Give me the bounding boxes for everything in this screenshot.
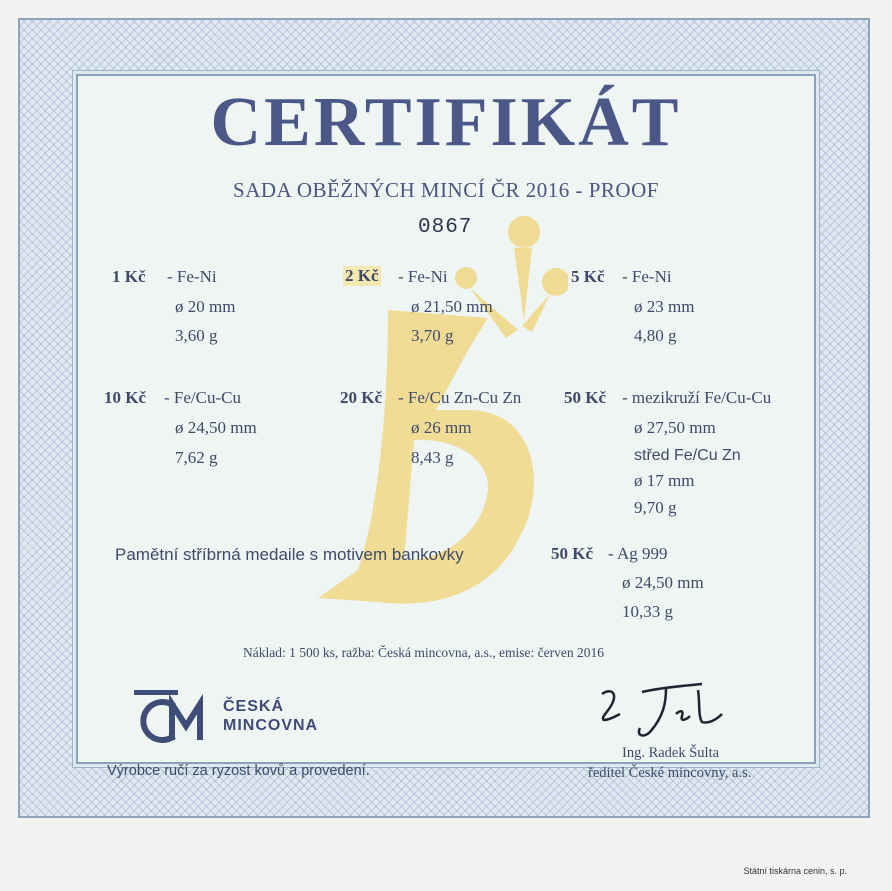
coin-50-weight: 9,70 g <box>634 498 677 517</box>
coin-10-denomination: 10 Kč <box>104 388 147 407</box>
coin-50-center-label: střed Fe/Cu Zn <box>634 447 741 464</box>
coin-1-diameter: ø 20 mm <box>175 297 236 316</box>
medal-denomination: 50 Kč <box>551 544 594 563</box>
coin-50-diameter: ø 27,50 mm <box>634 418 716 437</box>
coin-20-metal: - Fe/Cu Zn-Cu Zn <box>398 388 522 407</box>
coin-2-diameter: ø 21,50 mm <box>411 297 493 316</box>
coin-5-diameter: ø 23 mm <box>634 297 695 316</box>
signatory-name: Ing. Radek Šulta <box>622 745 720 761</box>
logo-wordmark <box>223 697 318 735</box>
serial-number: 0867 <box>418 216 473 239</box>
coin-2-metal: - Fe-Ni <box>398 267 448 286</box>
coin-2-weight: 3,70 g <box>411 326 454 345</box>
coin-1-metal: - Fe-Ni <box>167 267 217 286</box>
coin-1-denomination: 1 Kč <box>112 267 146 286</box>
medal-weight: 10,33 g <box>622 602 673 621</box>
handwritten-signature <box>590 680 740 740</box>
coin-10-diameter: ø 24,50 mm <box>175 418 257 437</box>
ceska-mincovna-logo <box>130 688 220 748</box>
coin-5-metal: - Fe-Ni <box>622 267 672 286</box>
medal-diameter: ø 24,50 mm <box>622 573 704 592</box>
coin-5-denomination: 5 Kč <box>571 267 605 286</box>
coin-20-diameter: ø 26 mm <box>411 418 472 437</box>
certificate-subtitle: SADA OBĚŽNÝCH MINCÍ ČR 2016 - PROOF <box>233 178 659 202</box>
coin-50-center-diameter: ø 17 mm <box>634 471 695 490</box>
medal-metal: - Ag 999 <box>608 544 668 563</box>
coin-20-weight: 8,43 g <box>411 448 454 467</box>
logo-line-2: MINCOVNA <box>223 717 319 734</box>
medal-label: Pamětní stříbrná medaile s motivem bankovky <box>115 545 464 564</box>
logo-line-1: ČESKÁ <box>223 698 285 715</box>
coin-1-weight: 3,60 g <box>175 326 218 345</box>
issue-note: Náklad: 1 500 ks, ražba: Česká mincovna, a.s., emise: červen 2016 <box>243 645 605 660</box>
certificate-title: CERTIFIKÁT <box>210 84 682 161</box>
coin-2-denomination: 2 Kč <box>345 266 379 285</box>
coin-10-metal: - Fe/Cu-Cu <box>164 388 241 407</box>
guarantee-text: Výrobce ručí za ryzost kovů a provedení. <box>107 763 370 779</box>
coin-50-denomination: 50 Kč <box>564 388 607 407</box>
signatory-position: ředitel České mincovny, a.s. <box>588 765 752 781</box>
coin-50-metal: - mezikruží Fe/Cu-Cu <box>622 388 772 407</box>
coin-5-weight: 4,80 g <box>634 326 677 345</box>
coin-20-denomination: 20 Kč <box>340 388 383 407</box>
coin-10-weight: 7,62 g <box>175 448 218 467</box>
printer-imprint: Státní tiskárna cenin, s. p. <box>743 866 847 876</box>
